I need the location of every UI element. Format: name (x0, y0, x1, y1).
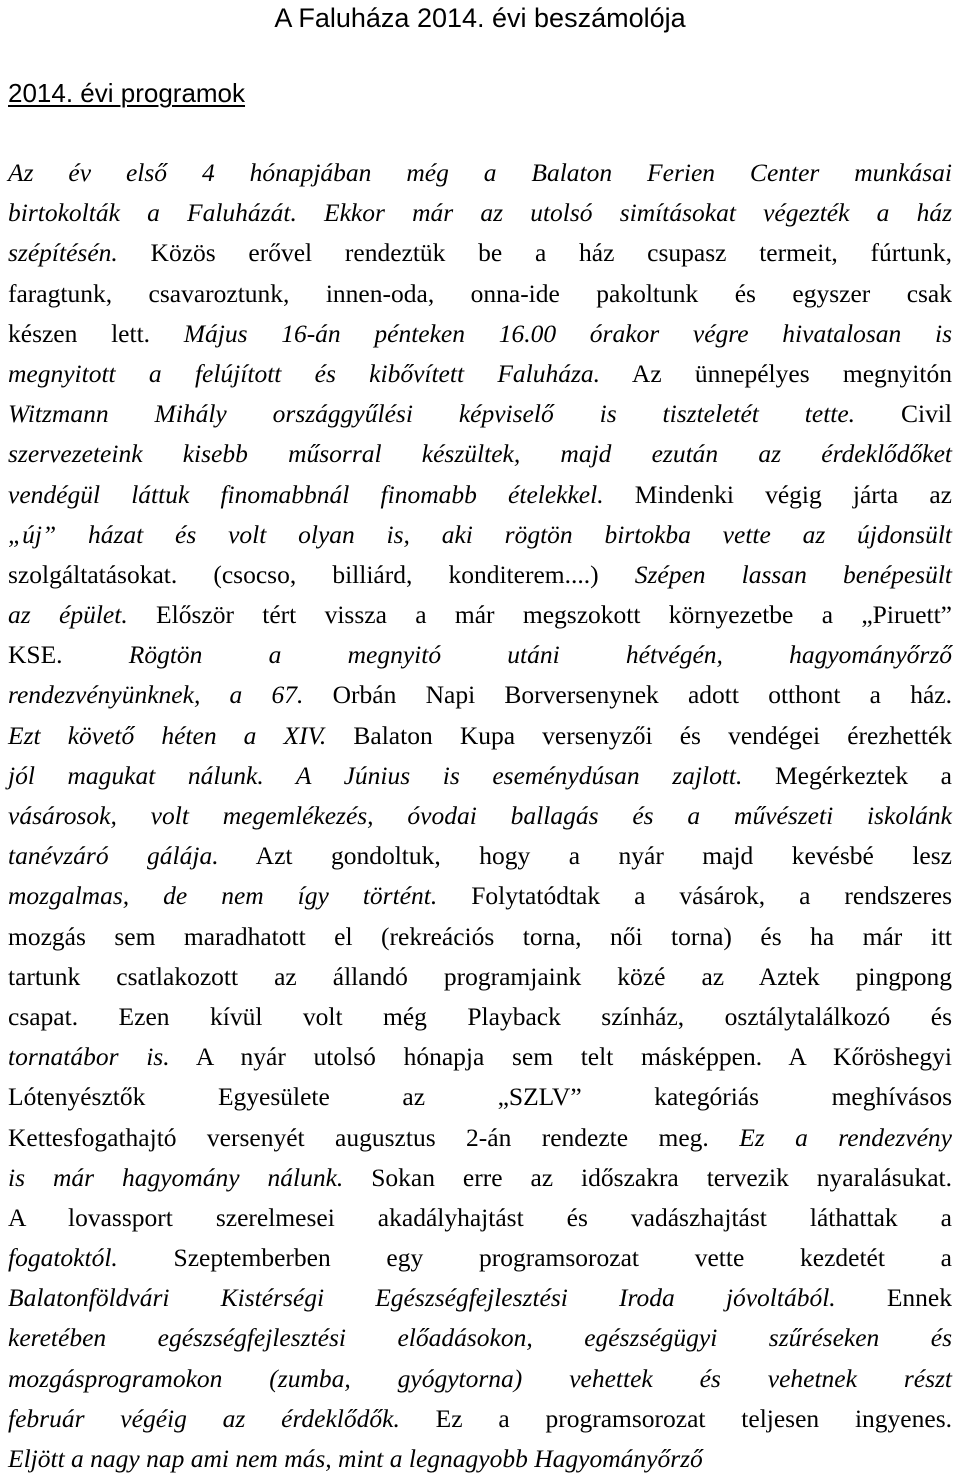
text-line (8, 1399, 952, 1439)
text-line (8, 997, 952, 1037)
text-run: Sokan erre az időszakra tervezik nyaralásukat. (343, 1162, 952, 1192)
text-line (8, 876, 952, 916)
text-line (8, 1439, 952, 1479)
text-run: Witzmann Mihály országgyűlési képviselő is tiszteletét tette. (8, 399, 856, 429)
text-run: fogatoktól. (8, 1243, 118, 1273)
text-run: Megérkeztek a (742, 760, 952, 790)
text-line (8, 233, 952, 273)
text-line (8, 635, 952, 675)
text-run: is már hagyomány nálunk. (8, 1162, 344, 1192)
text-run: tornatábor is. (8, 1042, 170, 1072)
text-run: Ez a programsorozat teljesen ingyenes. (399, 1403, 952, 1433)
text-line (8, 595, 952, 635)
text-run: Május 16-án pénteken 16.00 órakor végre hivatalosan is (150, 318, 952, 348)
text-line (8, 1118, 952, 1158)
text-run: tartunk csatlakozott az állandó programjaink közé az Aztek pingpong (8, 961, 952, 991)
text-run: Közös erővel rendeztük be a ház csupasz termeit, fúrtunk, (117, 238, 952, 268)
text-line (8, 1037, 952, 1077)
text-run: Balatonföldvári Kistérségi Egészségfejlesztési Iroda jóvoltából. (8, 1283, 836, 1313)
text-run: vásárosok, volt megemlékezés, óvodai ballagás és a művészeti iskolánk (8, 801, 952, 830)
text-run: Szépen lassan benépesült (598, 559, 952, 589)
text-line (8, 394, 952, 434)
text-line (8, 796, 952, 836)
text-run: Ezt követő héten a XIV. (8, 720, 327, 750)
text-run: Eljött a nagy nap ami nem más, mint a legnagyobb Hagyományőrző (8, 1444, 703, 1473)
text-line (8, 957, 952, 997)
text-run: Az év első 4 hónapjában még a Balaton Ferien Center munkásai (8, 158, 952, 187)
text-run: mozgás sem maradhatott el (rekreációs torna, női torna) és ha már itt (8, 921, 952, 951)
text-run: megnyitott a felújított és kibővített Faluháza. (8, 358, 601, 388)
text-run: az épület. (8, 600, 128, 630)
text-run: csapat. Ezen kívül volt még Playback színház, osztálytalálkozó és (8, 1001, 952, 1031)
text-line (8, 1198, 952, 1238)
text-run: Lótenyésztők Egyesülete az „SZLV” kategóriás meghívásos (8, 1082, 952, 1112)
text-run: rendezvényünknek, a 67. (8, 680, 304, 710)
text-run: szervezeteink kisebb műsorral készültek, majd ezután az érdeklődőket (8, 439, 952, 469)
text-run: szépítésén. (8, 238, 118, 268)
text-line (8, 1158, 952, 1198)
text-run: Szeptemberben egy programsorozat vette kezdetét a (117, 1243, 952, 1273)
text-line (8, 675, 952, 715)
text-run: Orbán Napi Borversenynek adott otthont a ház. (303, 680, 952, 710)
text-line (8, 756, 952, 796)
text-line (8, 555, 952, 595)
text-run: készen lett. (8, 318, 151, 348)
text-line (8, 475, 952, 515)
text-line (8, 193, 952, 233)
body-paragraph (8, 153, 952, 1479)
text-line (8, 434, 952, 474)
text-run: Ez a rendezvény (708, 1122, 952, 1152)
text-run: A lovassport szerelmesei akadályhajtást és vadászhajtást láthattak a (8, 1202, 952, 1232)
text-run: Mindenki végig járta az (603, 479, 952, 509)
text-run: Balaton Kupa versenyzői és vendégei érezhették (326, 720, 952, 750)
text-run: A nyár utolsó hónapja sem telt másképpen. A Kőröshegyi (169, 1042, 953, 1072)
text-run: Rögtön a megnyitó utáni hétvégén, hagyományőrző (62, 640, 952, 670)
text-run: vendégül láttuk finomabbnál finomabb ételekkel. (8, 479, 604, 509)
text-line (8, 1278, 952, 1318)
text-run: február végéig az érdeklődők. (8, 1403, 400, 1433)
text-run: szolgáltatásokat. (csocso, billiárd, konditerem....) (8, 559, 599, 589)
text-line (8, 1359, 952, 1399)
text-run: „új” házat és volt olyan is, aki rögtön birtokba vette az újdonsült (8, 519, 952, 549)
text-line (8, 274, 952, 314)
text-run: Folytatódtak a vásárok, a rendszeres (437, 881, 952, 911)
text-run: mozgalmas, de nem így történt. (8, 881, 438, 911)
text-run: Az ünnepélyes megnyitón (600, 358, 952, 388)
text-run: Azt gondoltuk, hogy a nyár majd kevésbé lesz (218, 841, 952, 871)
text-line (8, 515, 952, 555)
text-run: Civil (855, 399, 952, 429)
text-line (8, 314, 952, 354)
text-line (8, 1318, 952, 1358)
text-run: mozgásprogramokon (zumba, gyógytorna) vehettek és vehetnek részt (8, 1363, 952, 1393)
text-run: KSE. (8, 640, 63, 670)
text-line (8, 716, 952, 756)
text-run: birtokolták a Faluházát. Ekkor már az utolsó simításokat végezték a ház (8, 198, 952, 228)
text-run: faragtunk, csavaroztunk, innen-oda, onna-ide pakoltunk és egyszer csak (8, 278, 952, 308)
document-title: A Faluháza 2014. évi beszámolója (274, 3, 686, 33)
text-line (8, 917, 952, 957)
text-run: jól magukat nálunk. A Június is eseménydúsan zajlott. (8, 760, 743, 790)
text-run: Ennek (835, 1283, 952, 1313)
text-line (8, 1077, 952, 1117)
text-line (8, 1238, 952, 1278)
text-line (8, 354, 952, 394)
text-run: Kettesfogathajtó versenyét augusztus 2-án rendezte meg. (8, 1122, 709, 1152)
text-line (8, 836, 952, 876)
section-heading: 2014. évi programok (8, 78, 246, 108)
text-line (8, 153, 952, 193)
text-run: keretében egészségfejlesztési előadásokon, egészségügyi szűréseken és (8, 1323, 952, 1353)
text-run: tanévzáró gálája. (8, 841, 219, 871)
text-run: Először tért vissza a már megszokott környezetbe a „Piruett” (127, 600, 952, 630)
